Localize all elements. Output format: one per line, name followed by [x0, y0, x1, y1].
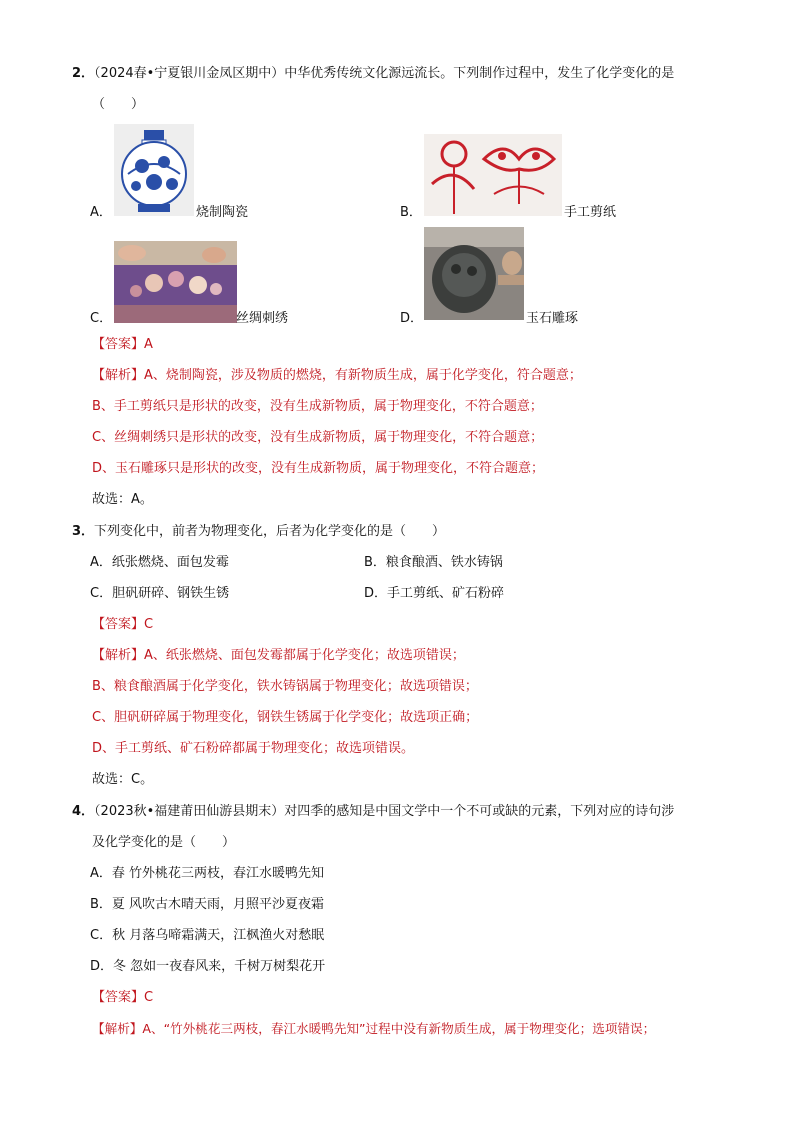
q4-stem-text: （2023秋•福建莆田仙游县期末）对四季的感知是中国文学中一个不可或缺的元素，下列对应的诗句涉 [94, 804, 675, 819]
q2-answer-tag: 【答案】 [92, 337, 145, 352]
q4-option-a: A．春 竹外桃花三两枝，春江水暖鸭先知 [90, 866, 325, 881]
q2-option-c-text: 丝绸刺绣 [236, 311, 289, 326]
q2-option-a-letter: A． [90, 205, 112, 220]
paper-cut-image [424, 134, 562, 216]
q4-analysis-line-1 [92, 1021, 655, 1037]
q3-analysis-tag: 【解析】 [92, 648, 145, 663]
q4-answer [92, 990, 153, 1006]
q4-stem-line1 [72, 804, 674, 820]
q4-option-b: B．夏 风吹古木晴天雨，月照平沙夏夜霜 [90, 897, 325, 912]
q2-number: 2． [72, 66, 95, 81]
q3-analysis-text-1: A、纸张燃烧、面包发霉都属于化学变化；故选项错误； [144, 648, 465, 663]
q2-option-d-letter: D． [400, 311, 424, 326]
q4-option-c: C．秋 月落乌啼霜满天，江枫渔火对愁眠 [90, 928, 325, 943]
q3-stem-text: 下列变化中，前者为物理变化，后者为化学变化的是（ ） [94, 524, 446, 539]
q3-analysis-line-3: C、胆矾研碎属于物理变化，钢铁生锈属于化学变化；故选项正确； [92, 710, 479, 725]
q2-option-b-letter: B． [400, 205, 422, 220]
q2-analysis-tag: 【解析】 [92, 368, 145, 383]
q4-number: 4． [72, 804, 95, 819]
q2-conclusion: 故选：A。 [92, 492, 153, 507]
q2-stem-line1 [72, 66, 674, 82]
q3-answer [92, 617, 153, 633]
jade-carving-image [424, 227, 524, 320]
q3-analysis-line-4: D、手工剪纸、矿石粉碎都属于物理变化；故选项错误。 [92, 741, 415, 756]
q2-answer [92, 337, 153, 353]
q3-answer-value: C [144, 617, 154, 632]
q4-analysis-tag: 【解析】 [92, 1021, 143, 1036]
q3-analysis-line-2: B、粮食酿酒属于化学变化，铁水铸锅属于物理变化；故选项错误； [92, 679, 478, 694]
q4-analysis-text-1: A、“竹外桃花三两枝，春江水暖鸭先知”过程中没有新物质生成，属于物理变化；选项错误； [142, 1021, 656, 1036]
q2-analysis-line-4: D、玉石雕琢只是形状的改变，没有生成新物质，属于物理变化，不符合题意； [92, 461, 545, 476]
q2-stem-text: （2024春•宁夏银川金凤区期中）中华优秀传统文化源远流长。下列制作过程中，发生了化学变化的是 [94, 66, 675, 81]
q3-number: 3． [72, 524, 95, 539]
q4-answer-value: C [144, 990, 154, 1005]
q3-option-c: C．胆矾研碎、钢铁生锈 [90, 586, 230, 601]
q2-option-b-text: 手工剪纸 [564, 205, 617, 220]
q3-option-d: D．手工剪纸、矿石粉碎 [364, 586, 505, 601]
q3-analysis-line-1 [92, 648, 465, 664]
embroidery-image [114, 241, 237, 323]
q2-option-a-text: 烧制陶瓷 [196, 205, 249, 220]
q4-answer-tag: 【答案】 [92, 990, 145, 1005]
q2-analysis-line-1 [92, 368, 582, 384]
q2-analysis-text-1: A、烧制陶瓷，涉及物质的燃烧，有新物质生成，属于化学变化，符合题意； [144, 368, 582, 383]
q4-stem-line2: 及化学变化的是（ ） [92, 835, 236, 850]
q4-option-d: D．冬 忽如一夜春风来，千树万树梨花开 [90, 959, 326, 974]
q2-option-d-text: 玉石雕琢 [526, 311, 579, 326]
q3-option-a: A．纸张燃烧、面包发霉 [90, 555, 229, 570]
q3-answer-tag: 【答案】 [92, 617, 145, 632]
q3-option-b: B．粮食酿酒、铁水铸锅 [364, 555, 503, 570]
q2-option-c-letter: C． [90, 311, 113, 326]
q2-analysis-line-3: C、丝绸刺绣只是形状的改变，没有生成新物质，属于物理变化，不符合题意； [92, 430, 544, 445]
q3-conclusion: 故选：C。 [92, 772, 154, 787]
q3-stem [72, 524, 445, 540]
q2-answer-value: A [144, 337, 153, 352]
vase-image [114, 124, 194, 216]
q2-analysis-line-2: B、手工剪纸只是形状的改变，没有生成新物质，属于物理变化，不符合题意； [92, 399, 543, 414]
q2-stem-line2: （ ） [92, 97, 145, 112]
